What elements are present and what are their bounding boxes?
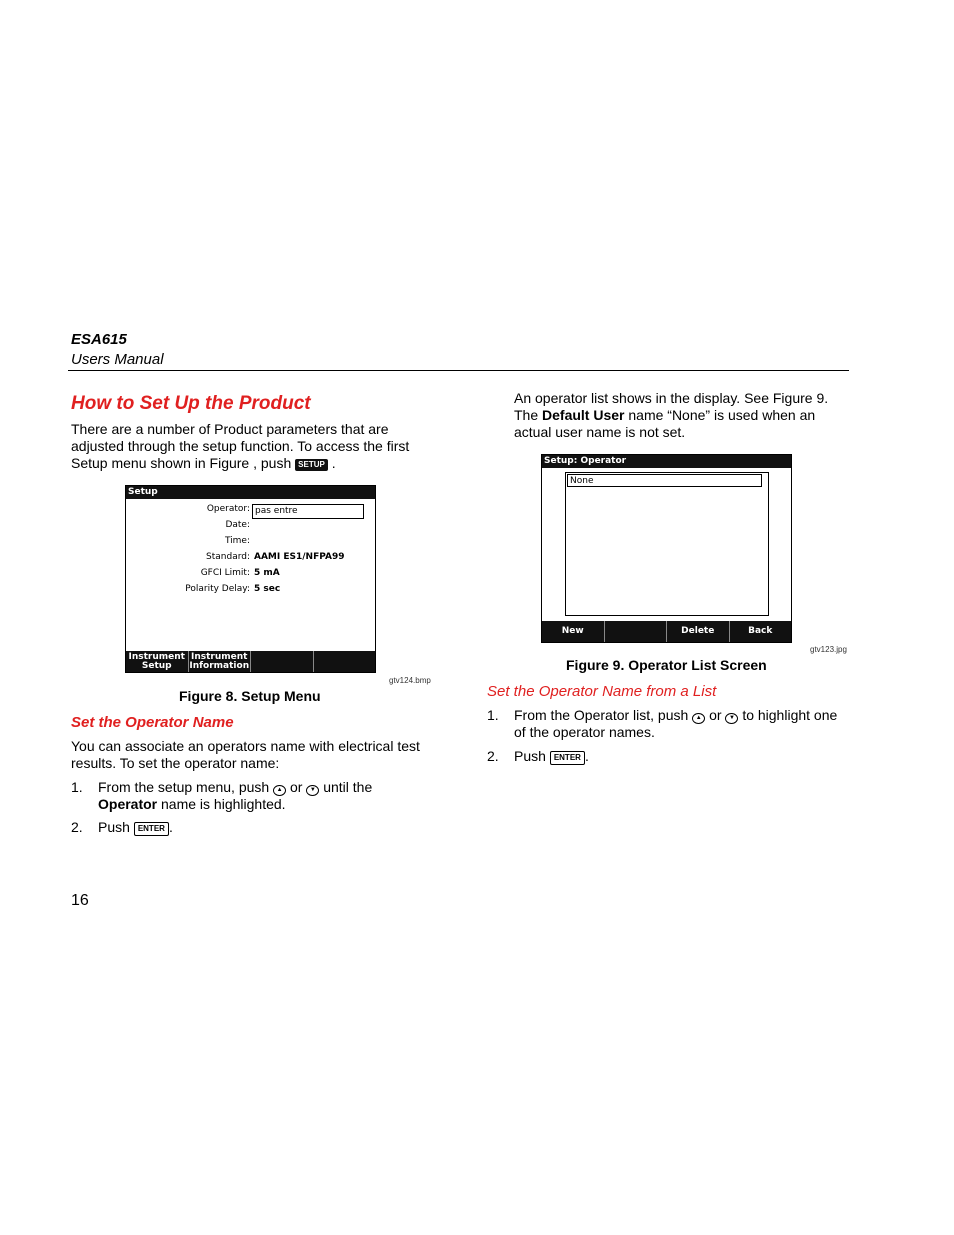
intro-line-3	[71, 455, 431, 472]
softkey-empty-4[interactable]	[313, 651, 376, 672]
step-1-a: From the setup menu, push	[98, 779, 270, 795]
step-2-a: Push	[98, 819, 130, 835]
polarity-delay-value: 5 sec	[254, 584, 281, 594]
right-step-1-number: 1.	[487, 707, 499, 723]
intro-line-3-end: .	[331, 455, 336, 471]
operator-field[interactable]: pas entre	[252, 504, 364, 519]
intro-line-1: There are a number of Product parameters that are	[71, 421, 389, 437]
right-line-3: actual user name is not set.	[514, 424, 686, 440]
gfci-limit-label: GFCI Limit:	[200, 568, 250, 578]
polarity-delay-label: Polarity Delay:	[185, 584, 250, 594]
softkey-bar	[126, 651, 375, 672]
figure9-caption: Figure 9. Operator List Screen	[566, 657, 767, 673]
figure8-filename: gtv124.bmp	[389, 676, 431, 685]
softkey-empty-3[interactable]	[250, 651, 313, 672]
doc-title: ESA615	[71, 331, 127, 348]
doc-subtitle: Users Manual	[71, 351, 164, 368]
intro-line-3-text: Setup menu shown in Figure , push	[71, 455, 292, 471]
step-1-or: or	[289, 779, 303, 795]
right-step-1-b: to highlight one	[742, 707, 838, 723]
subheading-set-operator: Set the Operator Name	[71, 714, 234, 731]
right-line-1: An operator list shows in the display. See Figure 9.	[514, 390, 829, 406]
time-label: Time:	[224, 536, 250, 546]
right-paragraph	[514, 390, 854, 441]
section-heading: How to Set Up the Product	[71, 393, 311, 414]
figure8-caption: Figure 8. Setup Menu	[179, 688, 321, 704]
right-line-2	[514, 407, 854, 424]
intro-paragraph	[71, 421, 431, 472]
header-rule	[68, 370, 849, 371]
up-arrow-icon: ▲	[692, 713, 705, 724]
figure9-filename: gtv123.jpg	[810, 645, 847, 654]
operator-list-item[interactable]: None	[567, 474, 762, 487]
step-1-b: until the	[323, 779, 373, 795]
right-step-2-text	[514, 748, 589, 765]
softkey-empty-2[interactable]	[604, 621, 667, 642]
softkey-back[interactable]: Back	[729, 621, 792, 642]
operator-list-box	[565, 472, 769, 616]
right-step-1-a: From the Operator list, push	[514, 707, 689, 723]
step-2-end: .	[168, 819, 173, 835]
step-1-text	[98, 779, 418, 813]
enter-key-icon: ENTER	[550, 751, 585, 765]
right-step-1-text	[514, 707, 854, 741]
down-arrow-icon: ▼	[725, 713, 738, 724]
step-2-text	[98, 819, 173, 836]
operator-label: Operator:	[206, 504, 250, 514]
right-step-1-or: or	[709, 707, 722, 723]
right-step-2-number: 2.	[487, 748, 499, 764]
standard-value: AAMI ES1/NFPA99	[254, 552, 345, 562]
step-1-number: 1.	[71, 779, 83, 795]
operator-line-2: results. To set the operator name:	[71, 755, 280, 771]
operator-list-screen	[541, 454, 792, 643]
softkey-instrument-information[interactable]: Instrument Information	[189, 651, 250, 671]
intro-line-2: adjusted through the setup function. To access the first	[71, 438, 410, 454]
right-line-2-rest: name “None” is used when an	[628, 407, 816, 423]
operator-paragraph	[71, 738, 436, 772]
right-line-2-the: The	[514, 407, 539, 423]
enter-key-icon: ENTER	[134, 822, 169, 836]
softkey-instrument-setup[interactable]: Instrument Setup	[128, 651, 185, 671]
operator-line-1: You can associate an operators name with electrical test	[71, 738, 420, 754]
right-step-2-a: Push	[514, 748, 546, 764]
right-step-2-end: .	[584, 748, 589, 764]
setup-key-icon: SETUP	[295, 459, 328, 471]
page-number: 16	[71, 892, 89, 909]
right-line-2-bold: Default User	[542, 407, 625, 423]
standard-label: Standard:	[206, 552, 250, 562]
screen-title: Setup	[126, 486, 375, 499]
step-1-c: name is highlighted.	[161, 796, 286, 812]
gfci-limit-value: 5 mA	[254, 568, 280, 578]
right-step-1-c: of the operator names.	[514, 724, 655, 740]
step-2-number: 2.	[71, 819, 83, 835]
setup-menu-screen	[125, 485, 376, 673]
date-label: Date:	[225, 520, 250, 530]
down-arrow-icon: ▼	[306, 785, 319, 796]
softkey-bar	[542, 621, 791, 642]
softkey-new[interactable]: New	[561, 626, 584, 636]
softkey-delete[interactable]: Delete	[666, 621, 729, 642]
up-arrow-icon: ▲	[273, 785, 286, 796]
step-1-bold: Operator	[98, 796, 158, 812]
screen-title: Setup: Operator	[542, 455, 791, 468]
subheading-set-operator-list: Set the Operator Name from a List	[487, 683, 717, 700]
